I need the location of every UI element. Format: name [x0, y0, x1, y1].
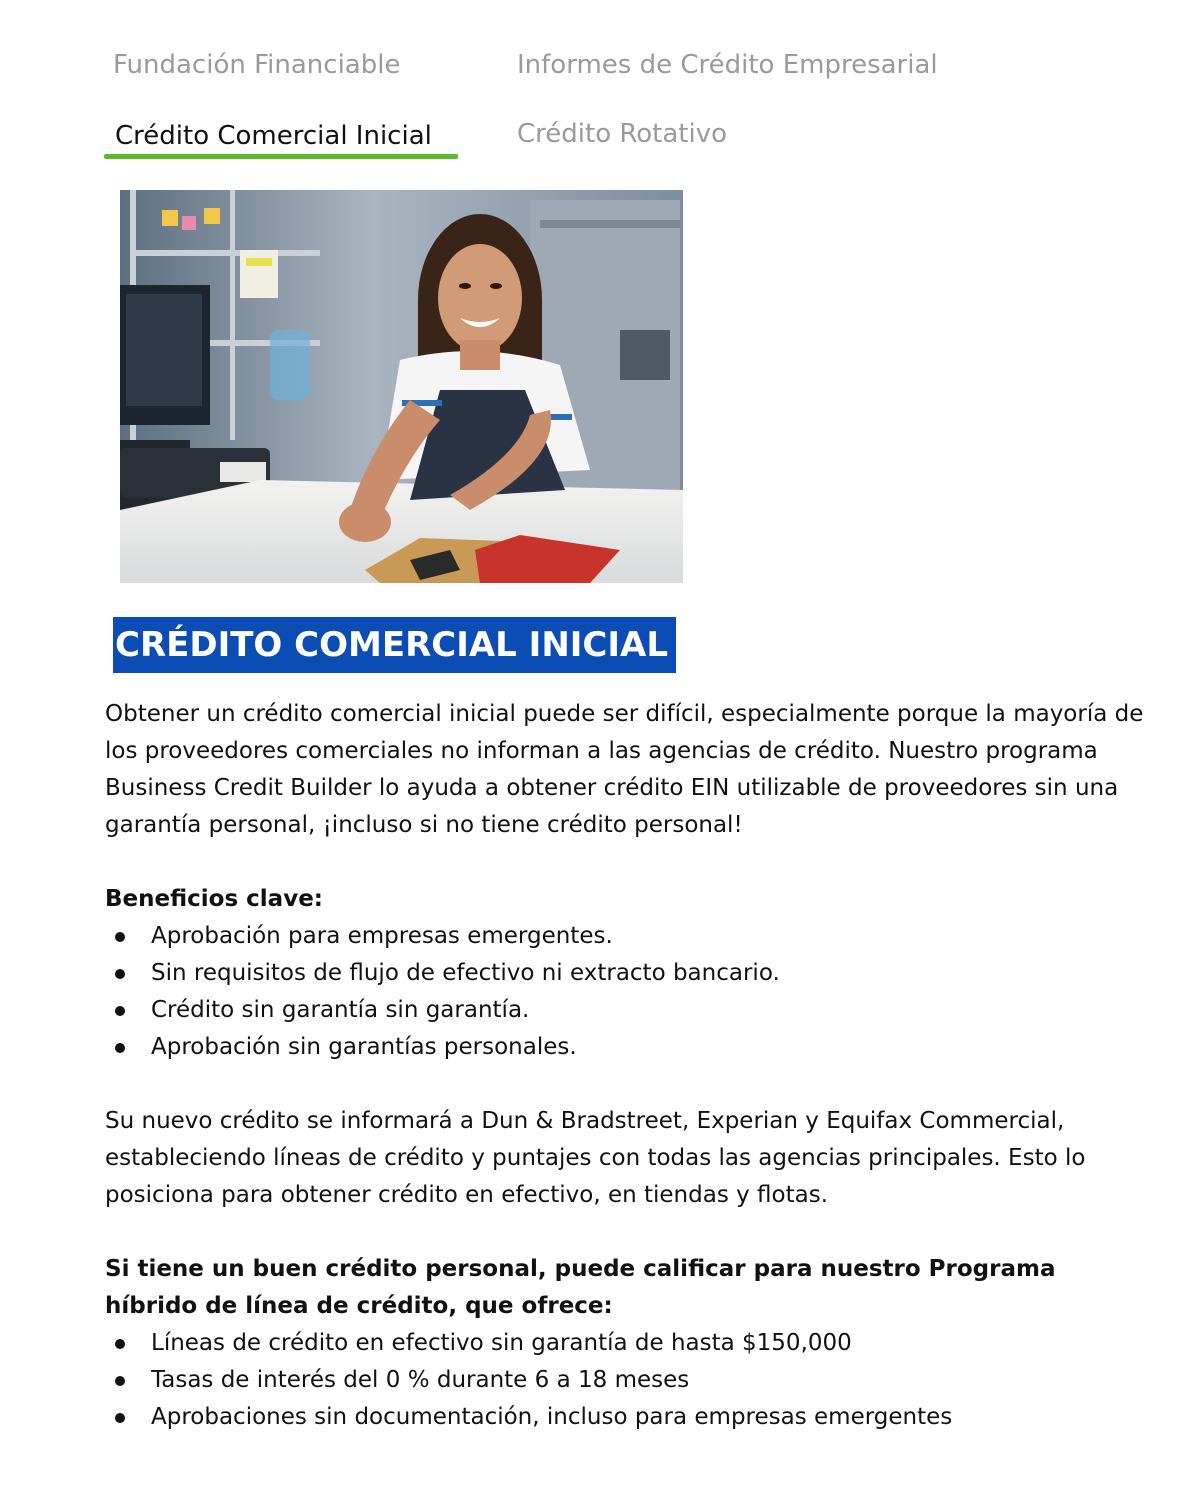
- benefits-list: [105, 918, 1145, 1066]
- list-item: Crédito sin garantía sin garantía.: [105, 992, 1145, 1029]
- hybrid-title: Si tiene un buen crédito personal, puede calificar para nuestro Programa híbrido de línea de crédito, que ofrece:: [105, 1256, 1056, 1319]
- list-item: Líneas de crédito en efectivo sin garantía de hasta $150,000: [105, 1325, 1145, 1362]
- tab-credito-comercial-inicial[interactable]: Crédito Comercial Inicial: [115, 121, 432, 151]
- list-item: Aprobaciones sin documentación, incluso para empresas emergentes: [105, 1399, 1145, 1436]
- section-heading: CRÉDITO COMERCIAL INICIAL: [113, 617, 676, 673]
- intro-paragraph: Obtener un crédito comercial inicial puede ser difícil, especialmente porque la mayoría de los proveedores comerciales no informan a las agencias de crédito. Nuestro programa Business Credit Builder lo ayuda a obtener crédito EIN utilizable de proveedores sin una garantía personal, ¡incluso si no tiene crédito personal!: [105, 701, 1144, 838]
- active-tab-indicator: [104, 154, 458, 159]
- bullet-icon: [115, 1043, 125, 1053]
- section-content: [105, 696, 1145, 1436]
- tab-credito-rotativo[interactable]: Crédito Rotativo: [517, 119, 728, 149]
- benefits-title: Beneficios clave:: [105, 886, 323, 912]
- reporting-paragraph: Su nuevo crédito se informará a Dun & Bradstreet, Experian y Equifax Commercial, estableciendo líneas de crédito y puntajes con todas las agencias principales. Esto lo posiciona para obtener crédito en efectivo, en tiendas y flotas.: [105, 1108, 1086, 1208]
- bullet-icon: [115, 1413, 125, 1423]
- list-item: Sin requisitos de flujo de efectivo ni extracto bancario.: [105, 955, 1145, 992]
- bullet-icon: [115, 1339, 125, 1349]
- list-item: Tasas de interés del 0 % durante 6 a 18 meses: [105, 1362, 1145, 1399]
- bullet-icon: [115, 932, 125, 942]
- list-item: Aprobación sin garantías personales.: [105, 1029, 1145, 1066]
- hybrid-list: [105, 1325, 1145, 1436]
- tab-fundacion-financiable[interactable]: Fundación Financiable: [113, 50, 401, 80]
- tab-informes-de-credito-empresarial[interactable]: Informes de Crédito Empresarial: [517, 50, 938, 80]
- bullet-icon: [115, 1376, 125, 1386]
- bullet-icon: [115, 969, 125, 979]
- hero-photo: [120, 190, 683, 583]
- bullet-icon: [115, 1006, 125, 1016]
- list-item: Aprobación para empresas emergentes.: [105, 918, 1145, 955]
